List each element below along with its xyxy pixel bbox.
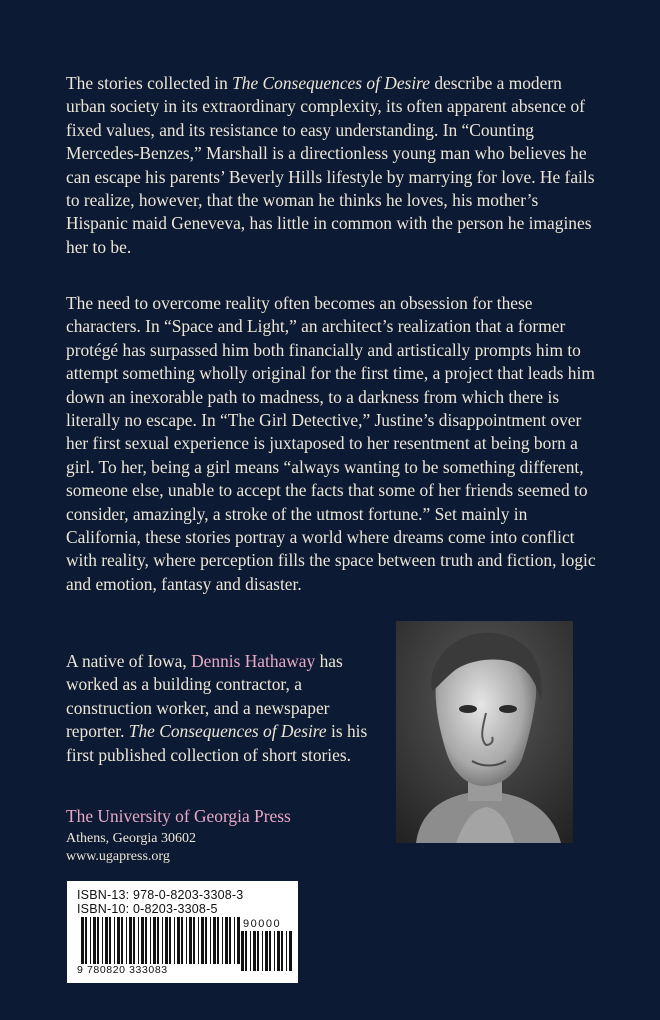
barcode-bar — [225, 917, 228, 964]
barcode-bar — [90, 917, 91, 964]
barcode-bar — [250, 931, 251, 971]
barcode-bar — [217, 917, 219, 964]
press-name: The University of Georgia Press — [66, 806, 291, 826]
barcode-bar — [126, 917, 127, 964]
author-name: Dennis Hathaway — [191, 651, 316, 671]
bio-book-title: The Consequences of Desire — [128, 721, 327, 742]
barcode-bar — [93, 917, 96, 964]
barcode-bar — [141, 917, 144, 964]
barcode-bar — [114, 917, 115, 964]
barcode-bar — [162, 917, 163, 964]
barcode-bar — [213, 917, 216, 964]
barcode-bar — [102, 917, 103, 964]
barcode-bar — [269, 931, 271, 971]
barcode-bar — [286, 931, 287, 971]
barcode-bar — [189, 917, 192, 964]
book-title: The Consequences of Desire — [232, 73, 430, 93]
barcode-bar — [234, 917, 235, 964]
barcode-icon — [81, 917, 241, 964]
barcode-bar — [257, 931, 259, 971]
barcode-bar — [177, 917, 180, 964]
blurb-paragraph-2: The need to overcome reality often becomes an obsession for these characters. In “Space and Light,” an architect’s realization that a former protégé has surpassed him both financially and artistically prompts him to attempt something wholly original for the first time, a project that leads him down an inexorable path to madness, to a darkness from which there is literally no escape. In “The Girl Detective,” Justine’s disappointment over her first sexual experience is juxtaposed to her resentment at being born a girl. To her, being a girl means “always wanting to be something different, someone else, unable to accept the facts that some of her friends seemed to consider, amazingly, a stroke of the utmost fortune.” Set mainly in California, these stories portray a world where dreams come into conflict with reality, where perception fills the space between truth and fiction, logic and emotion, fantasy and disaster. — [66, 293, 596, 594]
barcode-bar — [289, 931, 292, 971]
barcode-bar — [109, 917, 111, 964]
barcode-bar — [153, 917, 156, 964]
barcode-bar — [262, 931, 263, 971]
barcode-bar — [138, 917, 139, 964]
barcode-bar — [205, 917, 207, 964]
barcode-bar — [181, 917, 183, 964]
barcode-bar — [157, 917, 159, 964]
isbn-13: ISBN-13: 978-0-8203-3308-3 — [77, 888, 244, 902]
barcode-bar — [105, 917, 108, 964]
barcode-bar — [229, 917, 231, 964]
press-url: www.ugapress.org — [66, 849, 170, 864]
barcode-bar — [150, 917, 151, 964]
isbn-10: ISBN-10: 0-8203-3308-5 — [77, 902, 218, 916]
barcode-bar — [274, 931, 275, 971]
barcode-bar — [186, 917, 187, 964]
barcode-bar — [253, 931, 256, 971]
barcode-bar — [281, 931, 283, 971]
barcode-bar — [85, 917, 87, 964]
barcode-bar — [117, 917, 120, 964]
barcode-bar — [145, 917, 147, 964]
barcode-bar — [198, 917, 199, 964]
blurb-paragraph-1: The stories collected in The Consequences of Desire describe a modern urban society in its extraordinary complexity, its often apparent absence of fixed values, and its resistance to easy understanding. In “Counting Mercedes-Benzes,” Marshall is a directionless young man who believes he can escape his parents’ Beverly Hills lifestyle by marrying for love. He fails to realize, however, that the woman he thinks he loves, his mother’s Hispanic maid Geneveva, has little in common with the person he imagines her to be. — [66, 73, 595, 257]
barcode-bar — [241, 931, 244, 971]
barcode-box — [67, 881, 298, 983]
barcode-bar — [245, 931, 247, 971]
author-bio: A native of Iowa, Dennis Hathaway has worked as a building contractor, a construction worker, and a newspaper reporter. The Consequences of Desire is his first published collection of short stories. — [66, 651, 368, 765]
price-code: 90000 — [243, 918, 282, 930]
author-portrait-icon — [396, 621, 573, 843]
barcode-bar — [201, 917, 204, 964]
press-city: Athens, Georgia 30602 — [66, 831, 196, 846]
barcode-bar — [133, 917, 135, 964]
barcode-bar — [165, 917, 168, 964]
addon-barcode-icon — [241, 931, 293, 971]
barcode-bar — [210, 917, 211, 964]
barcode-bar — [81, 917, 84, 964]
barcode-bar — [169, 917, 171, 964]
barcode-bar — [237, 917, 240, 964]
author-photo — [396, 621, 573, 843]
barcode-bar — [129, 917, 132, 964]
barcode-digits: 9 780820 333083 — [77, 964, 168, 976]
barcode-bar — [265, 931, 268, 971]
barcode-bar — [193, 917, 195, 964]
barcode-bar — [277, 931, 280, 971]
barcode-bar — [174, 917, 175, 964]
barcode-bar — [121, 917, 123, 964]
barcode-bar — [97, 917, 99, 964]
barcode-bar — [222, 917, 223, 964]
